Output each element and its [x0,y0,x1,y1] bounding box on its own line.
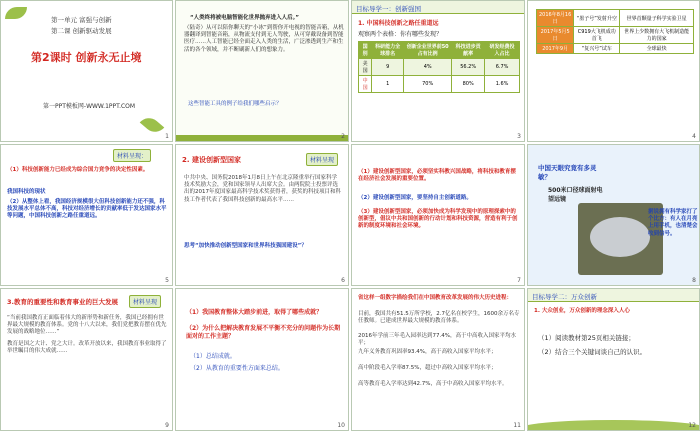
slide-number: 10 [337,422,345,429]
table-row [359,59,520,76]
table-cell: 美国 [359,59,372,76]
table-cell: 6.7% [485,59,520,76]
leaf-decoration [5,7,27,19]
point-3: （3）建设创新型国家，必须加快成为科学发现中的原理探索中的创新型，倡议中共和国创新的行动计划和科技资源，营造有利于创新的制度环境和社会环境。 [358,209,518,230]
table-cell: 9 [372,59,404,76]
table-cell: 中国 [359,76,372,93]
table-header: 研发经费投入占比 [485,42,520,59]
slide-number: 9 [165,422,169,429]
slide-9-thumbnail[interactable] [0,288,173,431]
caption: 500米口径球面射电望远镜 [548,187,603,203]
slide-2-thumbnail[interactable] [175,0,349,142]
slide-number: 4 [692,133,696,140]
point-1: （1）建设创新型国家，必须坚实科教兴国战略，将科技和教育摆在经济社会发展的重要位置。 [358,169,516,183]
section-heading: 1. 大众创业，万众创新的理念深入人心 [534,308,630,314]
paragraph-4: 高中阶段毛入学率87.5%，超过中高收入国家平均水平； [358,365,497,371]
table-cell: 56.2% [452,59,485,76]
wave-decoration [527,420,700,431]
slide-1-thumbnail[interactable] [0,0,173,142]
slide-11-thumbnail[interactable] [351,288,525,431]
task-1: （1）阅读教材第25页相关链接； [538,334,635,342]
slide-3-thumbnail[interactable] [351,0,525,142]
question-2: （2）为什么把解决教育发展不平衡不充分的问题作为长期面对的工作主题？ [186,325,341,340]
table-cell: “复兴号”试车 [574,44,620,54]
slide-number: 3 [517,133,521,140]
table-cell: 4% [404,59,452,76]
section-heading: 1. 中国科技创新之路任重道远 [358,20,439,27]
slide-6-thumbnail[interactable] [175,144,349,286]
question: 思考“加快推动创新型国家和世界科技强国建设”？ [184,243,307,249]
slide-8-thumbnail[interactable] [527,144,700,286]
point-2: （2）建设创新型国家，要坚持自主创新道路。 [358,195,472,201]
slide-number: 5 [165,277,169,284]
table-cell: 全球最快 [620,44,694,54]
table-row [537,27,694,44]
table-cell: 2017年5月5日 [537,27,574,44]
question: 这些智能工具的例子给我们哪些启示？ [188,101,282,107]
slide-number: 8 [692,277,696,284]
section-title: 3.教育的重要性和教育事业的巨大发展 [7,298,118,306]
table-cell: 2017年9月 [537,44,574,54]
table-row [359,76,520,93]
comparison-table [358,41,520,93]
question-2: 据说拥有科学家打了个比方：有人在月亮上用手机，也清楚会收到信号。 [648,209,698,237]
footer-text: 第一PPT模板网-WWW.1PPT.COM [43,103,136,110]
slide-number: 2 [341,133,345,140]
leaf-decoration [140,113,165,136]
table-cell: 世界首颗量子科学实验卫星 [620,10,694,27]
table-header: 科研能力全球排名 [372,42,404,59]
table-header: 国别 [359,42,372,59]
material-tag: 材料呈现： [113,149,151,162]
unit-label: 第一单元 富强与创新 [51,16,112,24]
table-cell: 80% [452,76,485,93]
table-row [537,44,694,54]
slide-title: 第2课时 创新永无止境 [31,51,142,64]
slide-7-thumbnail[interactable] [351,144,525,286]
material-tag: 材料呈现 [306,153,338,166]
paragraph-2: 2016年学前三年毛入园率达到77.4%，高于中高收入国家平均水平； [358,333,516,347]
material-tag: 材料呈现 [129,295,161,308]
table-row [537,10,694,27]
answer-1: （1）总结成就。 [190,353,236,360]
slide-number: 1 [165,133,169,140]
slide-number: 12 [688,422,696,429]
slide-12-thumbnail[interactable] [527,288,700,431]
table-cell: 70% [404,76,452,93]
table-header: 科技进步贡献率 [452,42,485,59]
paragraph: 中共中央、国务院2018年1月8日上午在北京隆重举行国家科学技术奖励大会，党和国家领导人出席大会。由两院院士投票评选出的2017年度国家最高科学技术奖获得者，获奖的科技项目和科技工作者代表了我国科技创新的最高水平…… [184,175,341,203]
slide-5-thumbnail[interactable] [0,144,173,286]
point-2: （2）从整体上看，我国经济规模很大但科技创新能力还不强，科技发展水平总体不高，科技对经济增长的贡献率低于发达国家水平等问题，中国科技创新之路任重道远。 [7,199,167,220]
paragraph-1: “当前我国教育正面临着伟大的新形势和新任务，我国已经拥有世界最大规模的教育体系。党的十八大以来，我们党把教育摆在优先发展的战略地位……” [7,315,167,336]
table-cell: C919大飞机成功首飞 [574,27,620,44]
table-cell: 1.6% [485,76,520,93]
task-2: （2）结合三个关键词谈自己的认识。 [538,348,647,356]
slide-10-thumbnail[interactable] [175,288,349,431]
lesson-label: 第二课 创新驱动发展 [51,27,112,35]
table-header: 创新企业世界前50占有比例 [404,42,452,59]
dish-shape [590,217,650,257]
slide-4-thumbnail[interactable] [527,0,700,142]
slide-number: 6 [341,277,345,284]
guide-header: 目标导学二：万众创新 [528,289,699,302]
table-cell: 2016年8月16日 [537,10,574,27]
slide-number: 7 [517,277,521,284]
quote: “人类终将被电脑智能化世界抛弃进入人后。” [190,15,299,21]
table-cell: “墨子号”发射升空 [574,10,620,27]
paragraph: （陆奇）从可以陪你聊天的“小冰”到帮你开电视的智能音箱，从机器翻译到智能音箱，从物流支付到无人驾驶，从可穿戴设备到智能医疗……人工智能已经全面走入人类的生活，广泛渗透到生产和生活的各个领域，并不断刷新人们的想象力。 [184,25,344,53]
point-1: （1）科技创新能力已经成为综合国力竞争的决定性因素。 [7,167,149,173]
slide-number: 11 [513,422,521,429]
achievements-table [536,9,694,54]
sub-question: 观察两个表格：你有哪些发现？ [358,31,443,38]
paragraph-5: 高等教育毛入学率达到42.7%，高于中高收入国家平均水平。 [358,381,508,387]
answer-2: （2）从教育的重要性方面来总结。 [190,365,284,372]
paragraph-1: 目前，我国共有51.5万所学校，2.7亿名在校学生，1600余万名专任教师。已建成世界最大规模的教育体系。 [358,311,520,325]
question-1: 中国天眼究竟有多灵敏？ [538,164,597,181]
section-title: 2. 建设创新型国家 [182,156,241,164]
paragraph-2: 教育是国之大计、党之大计。改革开放以来，我国教育事业取得了举世瞩目的伟大成就…… [7,341,167,355]
table-cell: 世界上少数拥有大飞机制造能力的国家 [620,27,694,44]
section-title: 省这样一组数字描绘我们在中国教育改革发展的伟大历史进程： [358,295,513,301]
table-cell: 1 [372,76,404,93]
footer-band [176,135,348,141]
paragraph-3: 九年义务教育巩固率93.4%，高于高收入国家平均水平； [358,349,497,355]
question-1: （1）我国教育整体大踏步前进，取得了哪些成就？ [186,309,323,316]
point-heading: 我国科技的现状 [7,189,46,195]
guide-header: 目标导学一：创新强国 [352,1,524,14]
